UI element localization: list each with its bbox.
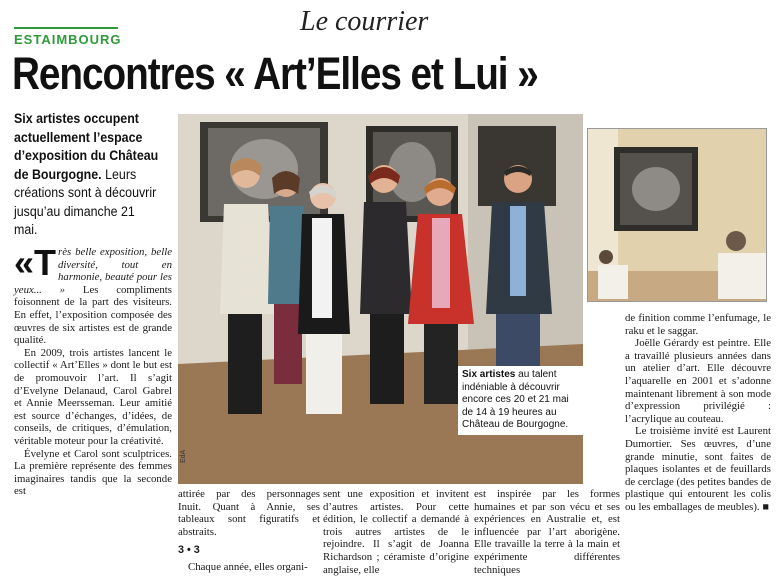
paragraph-2: En 2009, trois artistes lancent le collectif « Art’Elles » dont le but est de promouvoir l’art. Il s’agit d’Evelyne Delanaud, Carol Gabrel et Annie Meersseman. Leur amitié est source d’échanges, d’idées, de conseils, de critiques, d’émulation, véritable moteur pour la créativité. xyxy=(14,346,172,447)
opening-quote: rès belle exposition, belle diversité, tout en harmonie, beauté pour les yeux... » xyxy=(14,246,172,296)
newspaper-rubric: Le courrier xyxy=(300,6,429,37)
photo-caption xyxy=(458,366,584,435)
column-5-text-b: Joëlle Gérardy est peintre. Elle a travaillé plusieurs années dans un atelier d’art. Elle découvre l’aquarelle en 2001 et s’adonne maintenant librement à son mode d’expression privilégié : l’acrylique au couteau. xyxy=(625,337,771,425)
column-2-text: attirée par des personnages Inuit. Quant à Annie, ses tableaux sont figuratifs et abstraits. xyxy=(178,488,320,538)
body-column-4 xyxy=(474,488,620,576)
secondary-photo xyxy=(587,128,767,302)
column-5-text-c-body: Le troisième invité est Laurent Dumortier. Ses œuvres, d’une grande minutie, sont faites de plaques isolantes et de feuillards de cerclage (des petites bandes de plastique qui entourent les colis ou les emballages de meubles). xyxy=(625,425,771,513)
lead-normal: Leurs créations sont à découvrir jusqu’au dimanche 21 mai. xyxy=(14,166,157,237)
caption-bold: Six artistes xyxy=(462,369,516,380)
body-column-5 xyxy=(625,312,771,514)
body-column-2 xyxy=(178,488,320,574)
end-mark: ■ xyxy=(762,500,769,513)
column-4-text: est inspirée par les formes humaines et par son vécu et ses expériences en Australie et, est influencée par l’art aborigène. Elle travaille la terre à la main et expérimente différentes techniques xyxy=(474,488,620,576)
body-column-3 xyxy=(323,488,469,576)
body-column-1 xyxy=(14,242,172,498)
section-kicker: ESTAIMBOURG xyxy=(14,32,122,47)
lead-paragraph xyxy=(14,110,159,240)
section-separator: 3 • 3 xyxy=(178,544,200,557)
paragraph-3: Évelyne et Carol sont sculptrices. La première représente des femmes imaginaires tandis que la seconde est xyxy=(14,447,172,498)
paragraph-1-rest: Les compliments foisonnent de la part des visiteurs. En effet, l’exposition composée des œuvres de six artistes est de grande qualité. xyxy=(14,283,172,347)
column-2-text-b: Chaque année, elles organi- xyxy=(188,560,308,573)
drop-quote: «T xyxy=(14,242,57,283)
kicker-rule xyxy=(14,27,118,29)
column-5-text-c xyxy=(625,425,771,513)
photo-credit: EdA xyxy=(180,449,187,463)
column-5-text-a: de finition comme l’enfumage, le raku et le saggar. xyxy=(625,312,771,337)
headline: Rencontres « Art’Elles et Lui » xyxy=(12,48,538,99)
lead-bold: Six artistes occupent actuellement l’espace d’exposition du Château de Bourgogne. xyxy=(14,111,159,182)
caption-text: au talent indéniable à découvrir encore ces 20 et 21 mai de 14 à 19 heures au Château de Bourgogne. xyxy=(462,369,569,430)
column-3-text: sent une exposition et invitent d’autres artistes. Pour cette édition, le collectif a demandé à trois autres artistes de le rejoindre. Il s’agit de Joanna Richardson ; céramiste d’origine anglaise, elle xyxy=(323,488,469,576)
